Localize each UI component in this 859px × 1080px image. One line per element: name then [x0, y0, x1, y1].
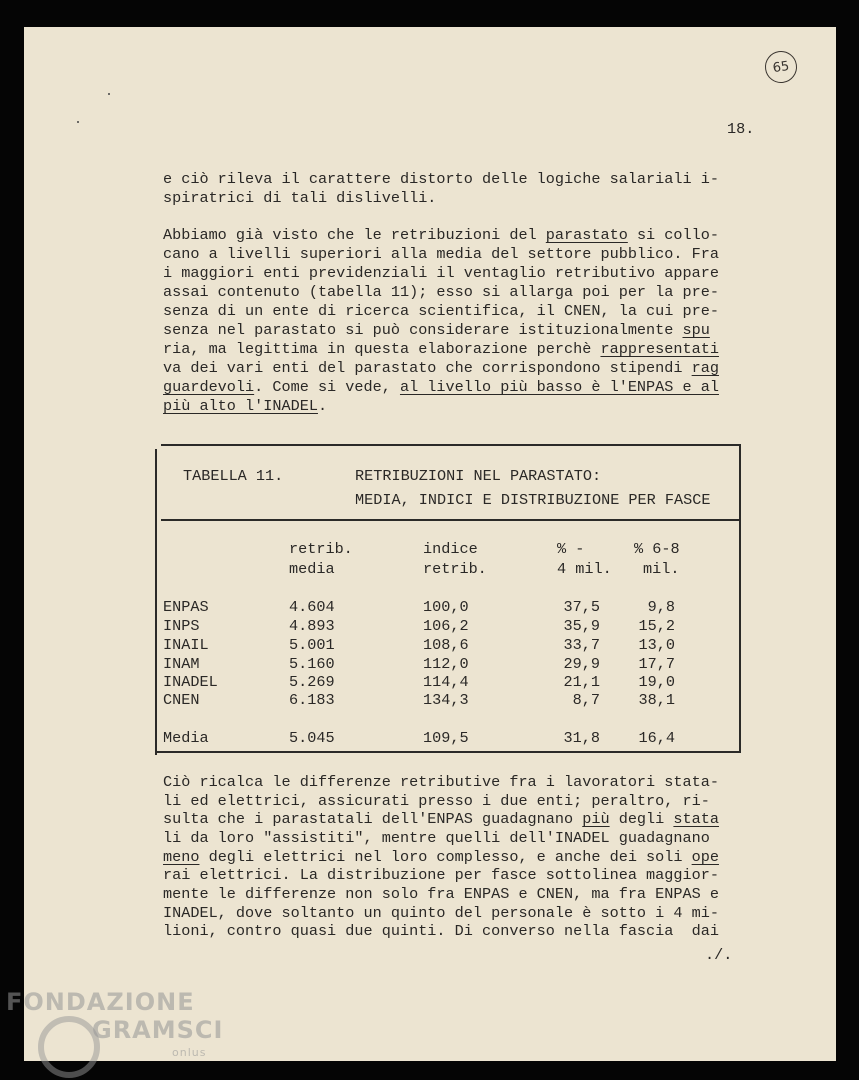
text-line: senza di un ente di ricerca scientifica, il CNEN, la cui pre-: [163, 302, 719, 320]
paper-speck: [77, 121, 79, 123]
cell-under-4: 37,5: [563, 598, 600, 616]
cell-6-8: 38,1: [638, 691, 675, 709]
cell-ente: ENPAS: [163, 598, 209, 616]
cell-6-8: 13,0: [638, 636, 675, 654]
cell-under-4: 21,1: [563, 673, 600, 691]
column-header-media: retrib.: [289, 540, 353, 558]
text-line: cano a livelli superiori alla media del settore pubblico. Fra: [163, 245, 719, 263]
text-line: meno degli elettrici nel loro complesso, e anche dei soli ope: [163, 848, 719, 866]
cell-under-4: 29,9: [563, 655, 600, 673]
cell-6-8: 16,4: [638, 729, 675, 747]
cell-indice: 112,0: [423, 655, 469, 673]
text-line: li ed elettrici, assicurati presso i due enti; peraltro, ri-: [163, 792, 710, 810]
cell-ente: INADEL: [163, 673, 218, 691]
cell-indice: 109,5: [423, 729, 469, 747]
text-line: più alto l'INADEL.: [163, 397, 328, 415]
cell-under-4: 35,9: [563, 617, 600, 635]
cell-media: 6.183: [289, 691, 335, 709]
cell-6-8: 15,2: [638, 617, 675, 635]
text-line: li da loro "assistiti", mentre quelli dell'INADEL guadagnano: [163, 829, 710, 847]
table-bottom-rule: [157, 751, 741, 753]
cell-media: 4.604: [289, 598, 335, 616]
text-line: i maggiori enti previdenziali il ventaglio retributivo appare: [163, 264, 719, 282]
table-header-rule: [161, 519, 741, 521]
cell-6-8: 9,8: [647, 598, 675, 616]
text-line: INADEL, dove soltanto un quinto del personale è sotto i 4 mi-: [163, 904, 719, 922]
cell-indice: 106,2: [423, 617, 469, 635]
text-line: rai elettrici. La distribuzione per fasce sottolinea maggior-: [163, 866, 719, 884]
text-line: guardevoli. Come si vede, al livello più basso è l'ENPAS e al: [163, 378, 719, 396]
column-header-6-8: mil.: [643, 560, 680, 578]
cell-indice: 134,3: [423, 691, 469, 709]
cell-6-8: 17,7: [638, 655, 675, 673]
cell-ente: Media: [163, 729, 209, 747]
text-line: mente le differenze non solo fra ENPAS e CNEN, ma fra ENPAS e: [163, 885, 719, 903]
watermark-line1: FONDAZIONE: [6, 988, 195, 1016]
column-header-under-4: % -: [557, 540, 585, 558]
column-header-indice: retrib.: [423, 560, 487, 578]
cell-media: 4.893: [289, 617, 335, 635]
cell-ente: INAIL: [163, 636, 209, 654]
text-line: senza nel parastato si può considerare istituzionalmente spu: [163, 321, 710, 339]
cell-6-8: 19,0: [638, 673, 675, 691]
column-header-media: media: [289, 560, 335, 578]
cell-media: 5.001: [289, 636, 335, 654]
text-line: ria, ma legittima in questa elaborazione perchè rappresentati: [163, 340, 719, 358]
cell-under-4: 8,7: [572, 691, 600, 709]
column-header-6-8: % 6-8: [634, 540, 680, 558]
table-subtitle: MEDIA, INDICI E DISTRIBUZIONE PER FASCE: [355, 491, 711, 509]
column-header-under-4: 4 mil.: [557, 560, 612, 578]
table-title: RETRIBUZIONI NEL PARASTATO:: [355, 467, 602, 485]
cell-indice: 100,0: [423, 598, 469, 616]
text-line: va dei vari enti del parastato che corrispondono stipendi rag: [163, 359, 719, 377]
paper-speck: [108, 93, 110, 95]
cell-indice: 114,4: [423, 673, 469, 691]
watermark-line3: onlus: [172, 1046, 207, 1059]
column-header-indice: indice: [423, 540, 478, 558]
cell-media: 5.269: [289, 673, 335, 691]
text-line: lioni, contro quasi due quinti. Di converso nella fascia dai: [163, 922, 719, 940]
table-label: TABELLA 11.: [183, 467, 284, 485]
watermark-line2: GRAMSCI: [92, 1016, 224, 1044]
cell-media: 5.160: [289, 655, 335, 673]
text-line: sulta che i parastatali dell'ENPAS guadagnano più degli stata: [163, 810, 719, 828]
watermark-ring: [38, 1016, 100, 1078]
text-line: spiratrici di tali dislivelli.: [163, 189, 437, 207]
text-line: Ciò ricalca le differenze retributive fra i lavoratori stata-: [163, 773, 719, 791]
page-number: 18.: [727, 120, 755, 138]
archive-stamp: 65: [763, 49, 799, 85]
text-line: e ciò rileva il carattere distorto delle logiche salariali i-: [163, 170, 719, 188]
table-left-rule: [155, 449, 157, 755]
cell-under-4: 31,8: [563, 729, 600, 747]
table-right-rule: [739, 446, 741, 752]
text-line: assai contenuto (tabella 11); esso si allarga poi per la pre-: [163, 283, 719, 301]
continuation-mark: ./.: [705, 946, 733, 964]
cell-ente: CNEN: [163, 691, 200, 709]
cell-ente: INPS: [163, 617, 200, 635]
cell-media: 5.045: [289, 729, 335, 747]
cell-indice: 108,6: [423, 636, 469, 654]
cell-ente: INAM: [163, 655, 200, 673]
table-top-rule: [161, 444, 741, 446]
cell-under-4: 33,7: [563, 636, 600, 654]
text-line: Abbiamo già visto che le retribuzioni del parastato si collo-: [163, 226, 719, 244]
